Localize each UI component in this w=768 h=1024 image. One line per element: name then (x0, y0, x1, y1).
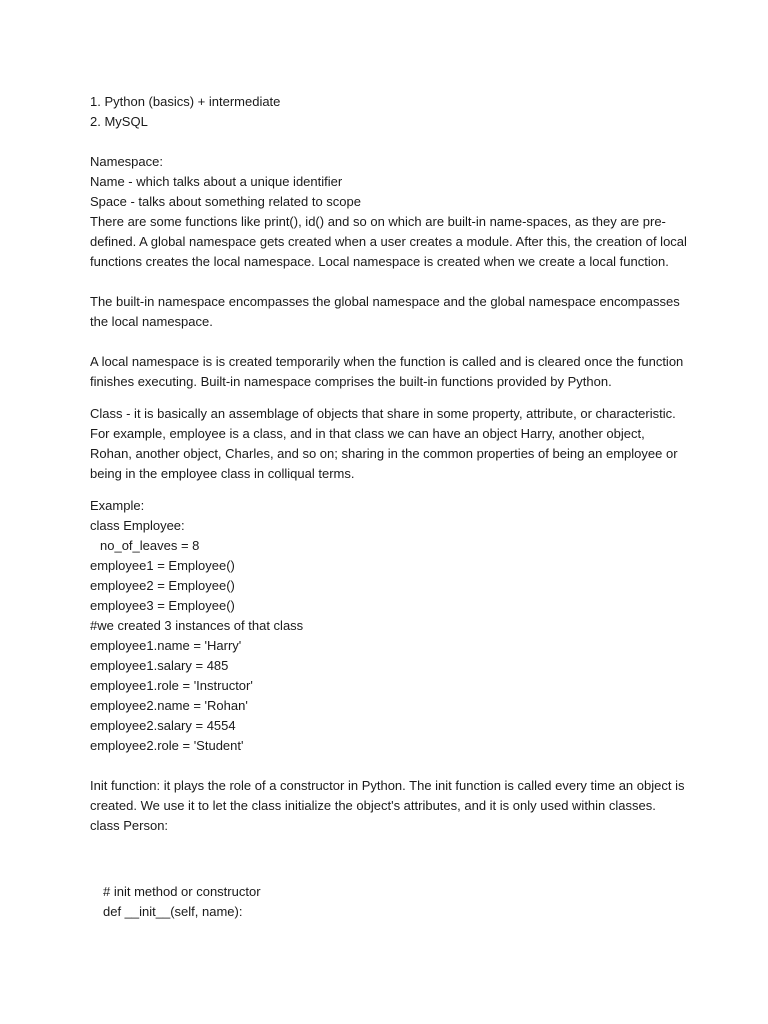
space-definition: Space - talks about something related to scope (90, 194, 361, 209)
spacer (90, 272, 690, 292)
namespace-paragraph-3: A local namespace is is created temporarily when the function is called and is cleared once the function finishes executing. Built-in namespace comprises the built-in functions provided by Python. (90, 354, 684, 389)
list-item-python: 1. Python (basics) + intermediate (90, 94, 281, 109)
spacer (90, 132, 690, 152)
spacer (90, 756, 690, 776)
init-paragraph: Init function: it plays the role of a constructor in Python. The init function is called every time an object is created. We use it to let the class initialize the object's attributes, and it is only used within classes. (90, 778, 685, 813)
code-line: employee1 = Employee() (90, 558, 235, 573)
spacer (90, 332, 690, 352)
code-line: class Employee: (90, 518, 185, 533)
code-line: employee2 = Employee() (90, 578, 235, 593)
code-line: employee1.role = 'Instructor' (90, 678, 253, 693)
code-comment-line: #we created 3 instances of that class (90, 618, 304, 633)
class-person-line: class Person: (90, 818, 169, 833)
code-line: employee1.name = 'Harry' (90, 638, 242, 653)
list-item-mysql: 2. MySQL (90, 114, 148, 129)
spacer (90, 836, 690, 882)
code-line: no_of_leaves = 8 (100, 538, 200, 553)
code-line: employee1.salary = 485 (90, 658, 229, 673)
name-definition: Name - which talks about a unique identifier (90, 174, 343, 189)
document-body (90, 92, 690, 922)
code-line: employee3 = Employee() (90, 598, 235, 613)
example-heading: Example: (90, 498, 145, 513)
init-def-line: def __init__(self, name): (103, 904, 243, 919)
init-comment-line: # init method or constructor (103, 884, 261, 899)
code-line: employee2.role = 'Student' (90, 738, 244, 753)
namespace-paragraph-1: There are some functions like print(), id() and so on which are built-in name-spaces, as they are pre-defined. A global namespace gets created when a user creates a module. After this, the creation of local functions creates the local namespace. Local namespace is created when we create a local function. (90, 214, 687, 269)
spacer (90, 392, 690, 404)
spacer (90, 484, 690, 496)
namespace-paragraph-2: The built-in namespace encompasses the global namespace and the global namespace encompasses the local namespace. (90, 294, 680, 329)
code-line: employee2.salary = 4554 (90, 718, 236, 733)
class-paragraph: Class - it is basically an assemblage of objects that share in some property, attribute, or characteristic. For example, employee is a class, and in that class we can have an object Harry, another object, Rohan, another object, Charles, and so on; sharing in the common properties of being an employee or being in the employee class in colliqual terms. (90, 406, 678, 481)
namespace-heading: Namespace: (90, 154, 163, 169)
code-line: employee2.name = 'Rohan' (90, 698, 248, 713)
